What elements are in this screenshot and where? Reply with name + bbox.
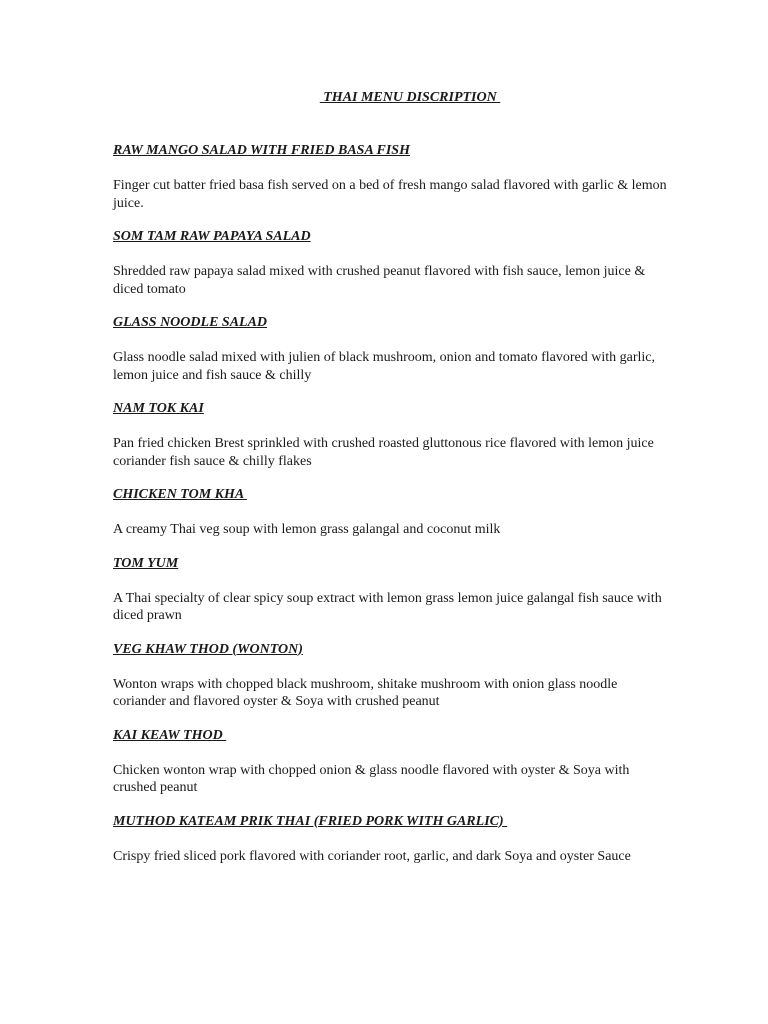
page-title [0,90,768,106]
menu-item [113,142,673,212]
menu-item [113,813,673,866]
menu-item-name: MUTHOD KATEAM PRIK THAI (FRIED PORK WITH GARLIC) [113,813,508,829]
menu-item-name: NAM TOK KAI [113,401,204,416]
menu-item-name: TOM YUM [113,555,179,571]
menu-item [113,727,673,797]
menu-item-description: A creamy Thai veg soup with lemon grass galangal and coconut milk [113,522,501,537]
menu-item [113,486,673,539]
menu-item-description: Pan fried chicken Brest sprinkled with crushed roasted gluttonous rice flavored with lemon juice coriander fish sauce & chilly flakes [113,436,654,469]
menu-item-description: A Thai specialty of clear spicy soup extract with lemon grass lemon juice galangal fish sauce with diced prawn [113,590,662,623]
menu-item [113,228,673,298]
menu-item [113,555,673,625]
menu-item-description: Finger cut batter fried basa fish served on a bed of fresh mango salad flavored with garlic & lemon juice. [113,178,667,211]
menu-item-name: CHICKEN TOM KHA [113,487,247,502]
menu-item-description: Wonton wraps with chopped black mushroom, shitake mushroom with onion glass noodle coriander and flavored oyster & Soya with crushed peanut [113,676,618,709]
page-title-text: THAI MENU DISCRIPTION [319,90,501,105]
menu-item [113,641,673,711]
menu-item-description: Chicken wonton wrap with chopped onion & glass noodle flavored with oyster & Soya with crushed peanut [113,762,630,795]
menu-item-description: Glass noodle salad mixed with julien of black mushroom, onion and tomato flavored with garlic, lemon juice and fish sauce & chilly [113,350,656,383]
menu-item-name: KAI KEAW THOD [113,727,227,743]
menu-list [113,142,673,865]
menu-item [113,400,673,470]
menu-item-name: GLASS NOODLE SALAD [113,315,268,330]
menu-item-name: SOM TAM RAW PAPAYA SALAD [113,229,311,244]
menu-item-name: VEG KHAW THOD (WONTON) [113,641,303,657]
menu-item [113,314,673,384]
menu-item-name: RAW MANGO SALAD WITH FRIED BASA FISH [113,143,410,158]
menu-item-description: Shredded raw papaya salad mixed with crushed peanut flavored with fish sauce, lemon juice & diced tomato [113,264,646,297]
menu-item-description: Crispy fried sliced pork flavored with coriander root, garlic, and dark Soya and oyster Sauce [113,848,631,864]
